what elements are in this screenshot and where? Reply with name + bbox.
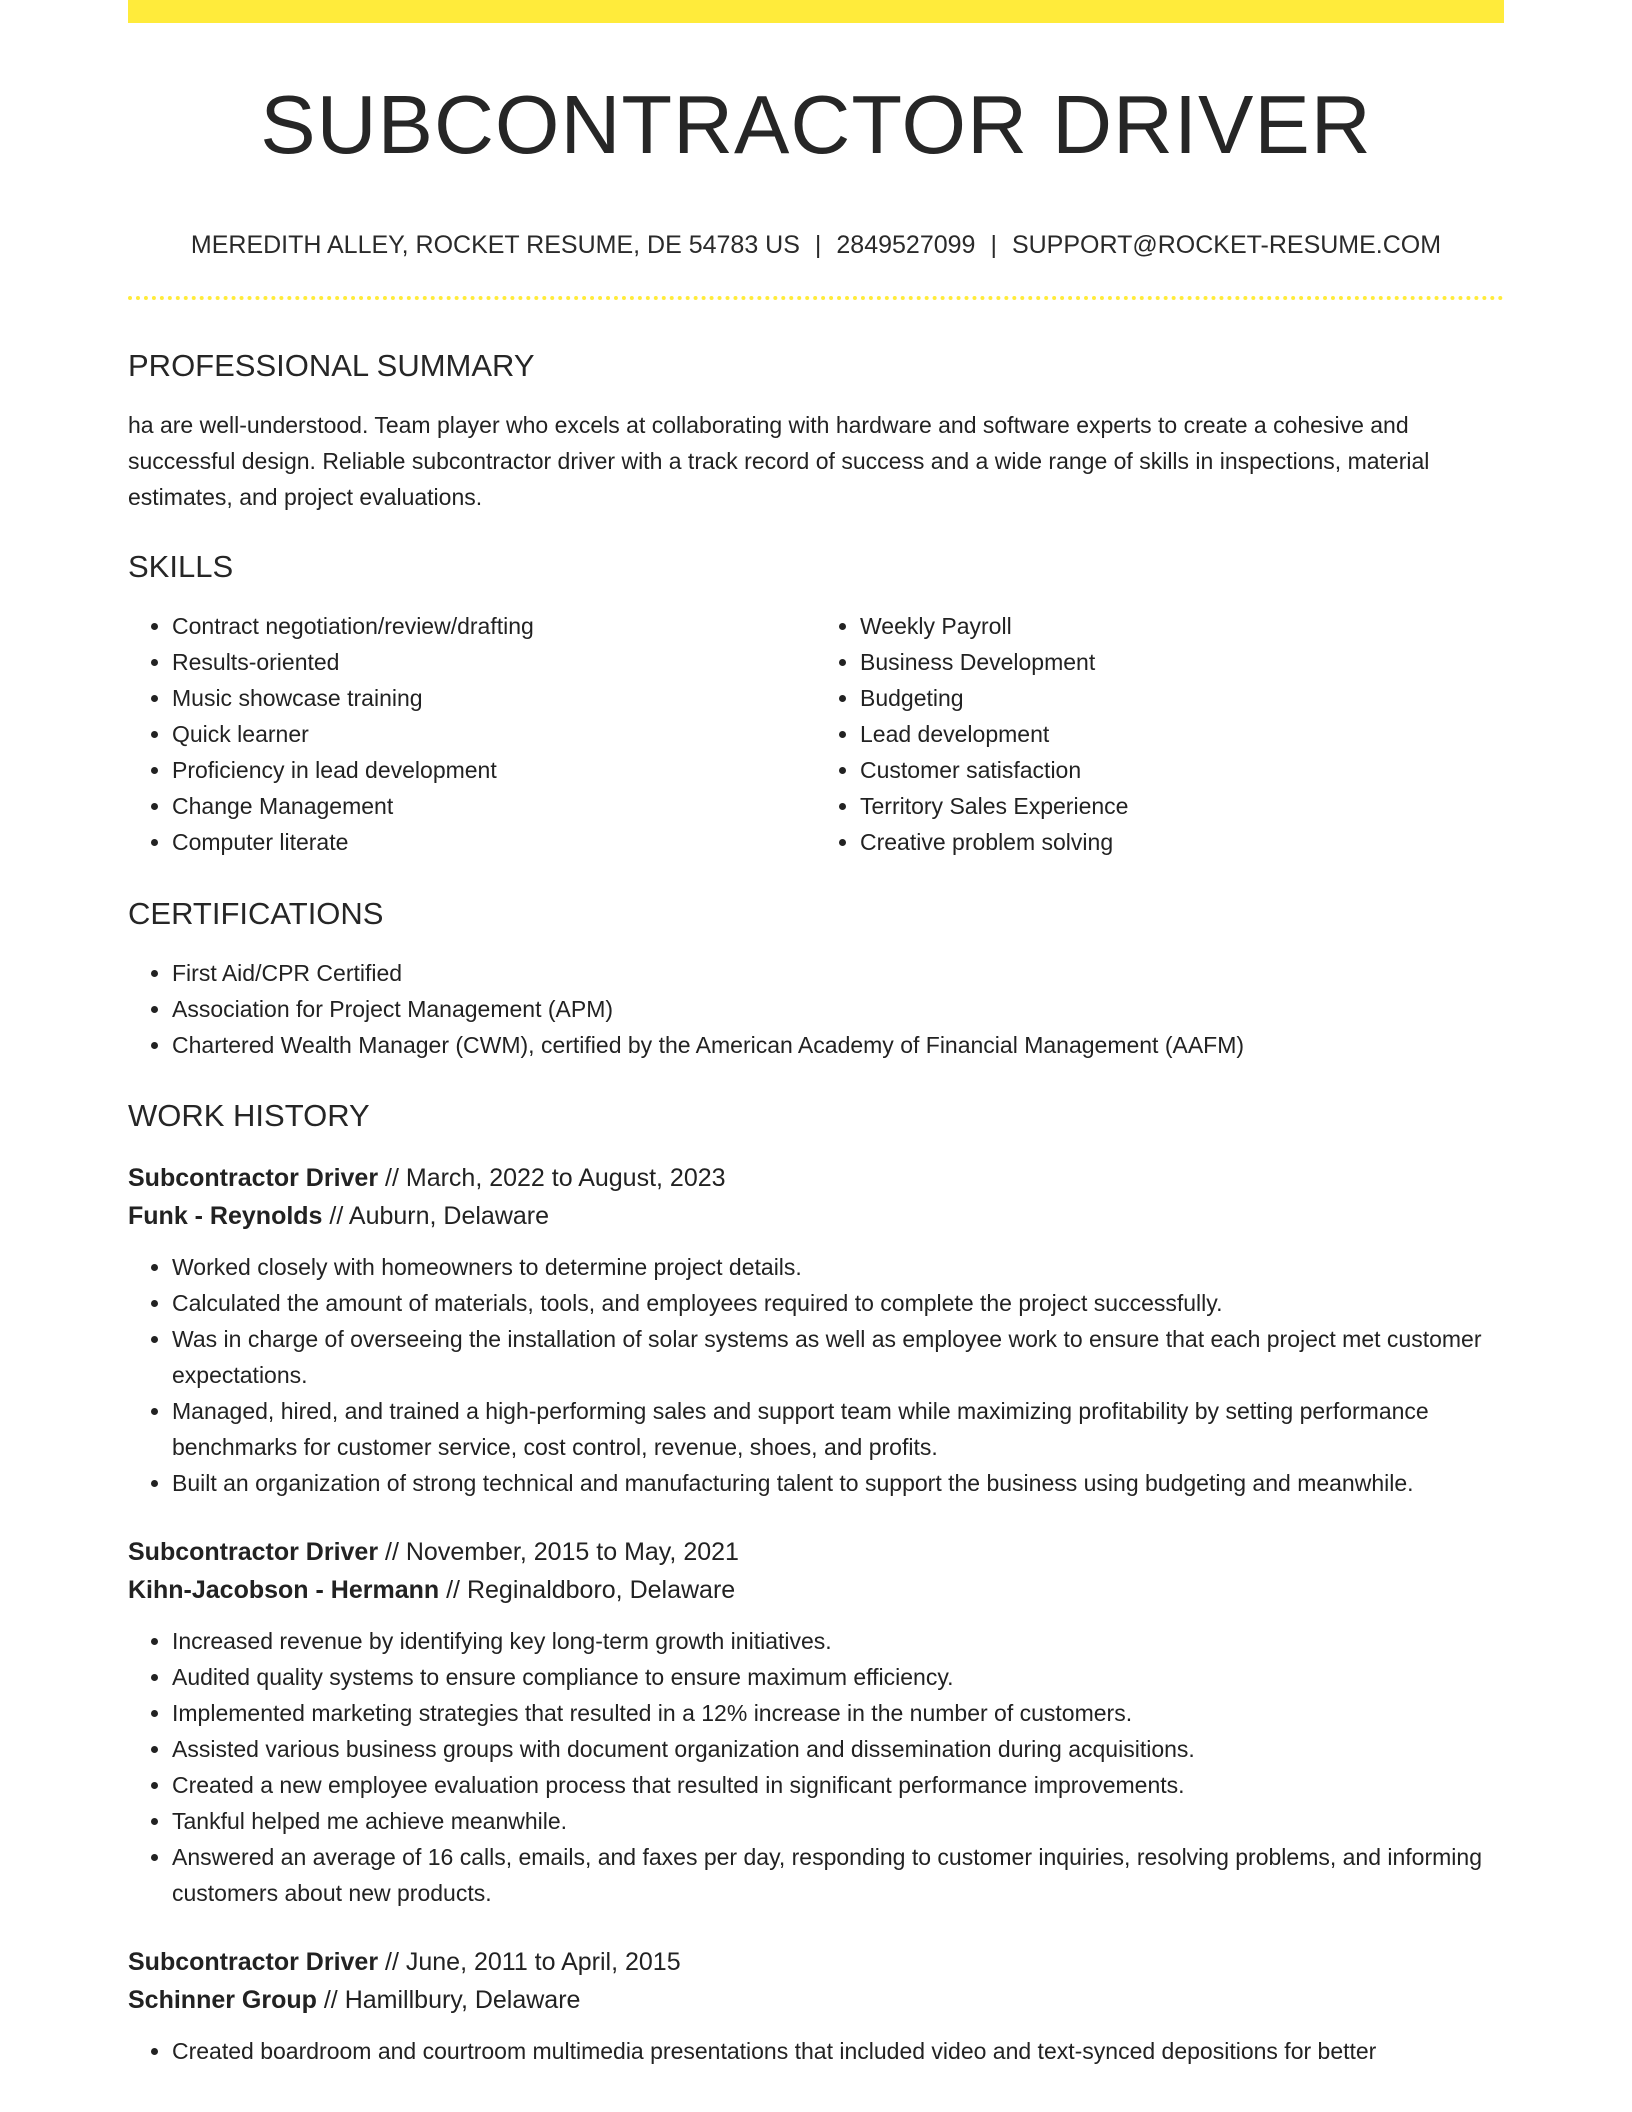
job-role: Subcontractor Driver: [128, 1948, 379, 1976]
job-entry: [128, 1533, 1504, 1911]
skill-item: • Results-oriented: [172, 644, 816, 680]
skill-item: • Proficiency in lead development: [172, 752, 816, 788]
job-bullet: • Created boardroom and courtroom multimedia presentations that included video and text-synced depositions for better: [172, 2033, 1504, 2069]
skill-item: • Computer literate: [172, 824, 816, 860]
accent-bar: [128, 0, 1504, 23]
job-location: Hamillbury, Delaware: [344, 1986, 581, 2014]
skill-item: • Business Development: [860, 644, 1504, 680]
contact-address: MEREDITH ALLEY, ROCKET RESUME, DE 54783 US: [190, 231, 800, 259]
job-divider: //: [385, 1164, 399, 1192]
job-role: Subcontractor Driver: [128, 1164, 379, 1192]
resume-page: [128, 0, 1504, 2069]
job-divider: //: [329, 1202, 344, 1230]
resume-title: SUBCONTRACTOR DRIVER: [260, 78, 1372, 171]
job-divider: //: [385, 1948, 399, 1976]
skill-item: • Change Management: [172, 788, 816, 824]
contact-phone: 2849527099: [836, 231, 976, 259]
contact-line: [128, 233, 1504, 258]
skill-item: • Creative problem solving: [860, 824, 1504, 860]
skills-columns: [128, 608, 1504, 860]
skill-item: • Weekly Payroll: [860, 608, 1504, 644]
job-entry: [128, 1159, 1504, 1501]
job-divider: //: [323, 1986, 338, 2014]
job-bullet: • Audited quality systems to ensure compliance to ensure maximum efficiency.: [172, 1659, 1504, 1695]
job-bullet: • Managed, hired, and trained a high-performing sales and support team while maximizing profitability by setting performance benchmarks for customer service, cost control, revenue, shoes, and profits.: [172, 1393, 1504, 1465]
certification-item: • First Aid/CPR Certified: [172, 955, 1504, 991]
skill-item: • Music showcase training: [172, 680, 816, 716]
work-history-heading: WORK HISTORY: [128, 1098, 370, 1133]
job-bullet: • Implemented marketing strategies that resulted in a 12% increase in the number of customers.: [172, 1695, 1504, 1731]
contact-email: SUPPORT@ROCKET-RESUME.COM: [1011, 231, 1442, 259]
job-bullet: • Created a new employee evaluation process that resulted in significant performance improvements.: [172, 1767, 1504, 1803]
job-bullet: • Was in charge of overseeing the installation of solar systems as well as employee work to ensure that each project met customer expectations.: [172, 1321, 1504, 1393]
summary-heading: PROFESSIONAL SUMMARY: [128, 348, 535, 383]
job-location: Auburn, Delaware: [348, 1202, 550, 1230]
job-company-line: [128, 1981, 1504, 2019]
job-location: Reginaldboro, Delaware: [466, 1576, 736, 1604]
skills-list-right: [816, 608, 1504, 860]
job-company-line: [128, 1197, 1504, 1235]
job-company-line: [128, 1571, 1504, 1609]
skill-item: • Territory Sales Experience: [860, 788, 1504, 824]
skill-item: • Lead development: [860, 716, 1504, 752]
job-bullets: [128, 1249, 1504, 1501]
job-divider: //: [446, 1576, 461, 1604]
skill-item: • Budgeting: [860, 680, 1504, 716]
job-role: Subcontractor Driver: [128, 1538, 379, 1566]
job-bullets: [128, 1623, 1504, 1911]
job-role-line: [128, 1943, 1504, 1981]
job-entry: [128, 1943, 1504, 2069]
skills-heading: SKILLS: [128, 549, 234, 584]
job-bullet: • Assisted various business groups with document organization and dissemination during acquisitions.: [172, 1731, 1504, 1767]
job-dates: June, 2011 to April, 2015: [405, 1948, 681, 1976]
job-bullet: • Calculated the amount of materials, tools, and employees required to complete the project successfully.: [172, 1285, 1504, 1321]
contact-separator: |: [990, 231, 997, 259]
job-bullet: • Built an organization of strong technical and manufacturing talent to support the business using budgeting and meanwhile.: [172, 1465, 1504, 1501]
job-bullet: • Increased revenue by identifying key long-term growth initiatives.: [172, 1623, 1504, 1659]
skill-item: • Quick learner: [172, 716, 816, 752]
job-company: Kihn-Jacobson - Hermann: [128, 1576, 440, 1604]
job-bullet: • Tankful helped me achieve meanwhile.: [172, 1803, 1504, 1839]
skills-list-left: [128, 608, 816, 860]
skill-item: • Contract negotiation/review/drafting: [172, 608, 816, 644]
dotted-divider: [128, 296, 1504, 300]
job-bullets: [128, 2033, 1504, 2069]
summary-text: ha are well-understood. Team player who excels at collaborating with hardware and software experts to create a cohesive and successful design. Reliable subcontractor driver with a track record of success and a wide range of skills in inspections, material estimates, and project evaluations.: [128, 412, 1430, 510]
contact-separator: |: [814, 231, 822, 259]
job-dates: November, 2015 to May, 2021: [405, 1538, 739, 1566]
certification-item: • Association for Project Management (APM): [172, 991, 1504, 1027]
certification-item: • Chartered Wealth Manager (CWM), certified by the American Academy of Financial Management (AAFM): [172, 1027, 1504, 1063]
certifications-heading: CERTIFICATIONS: [128, 896, 384, 931]
skill-item: • Customer satisfaction: [860, 752, 1504, 788]
certifications-list: [128, 955, 1504, 1063]
job-company: Schinner Group: [128, 1986, 317, 2014]
job-bullet: • Answered an average of 16 calls, emails, and faxes per day, responding to customer inquiries, resolving problems, and informing customers about new products.: [172, 1839, 1504, 1911]
job-divider: //: [385, 1538, 399, 1566]
job-bullet: • Worked closely with homeowners to determine project details.: [172, 1249, 1504, 1285]
job-role-line: [128, 1159, 1504, 1197]
job-dates: March, 2022 to August, 2023: [405, 1164, 726, 1192]
job-company: Funk - Reynolds: [128, 1202, 323, 1230]
job-role-line: [128, 1533, 1504, 1571]
